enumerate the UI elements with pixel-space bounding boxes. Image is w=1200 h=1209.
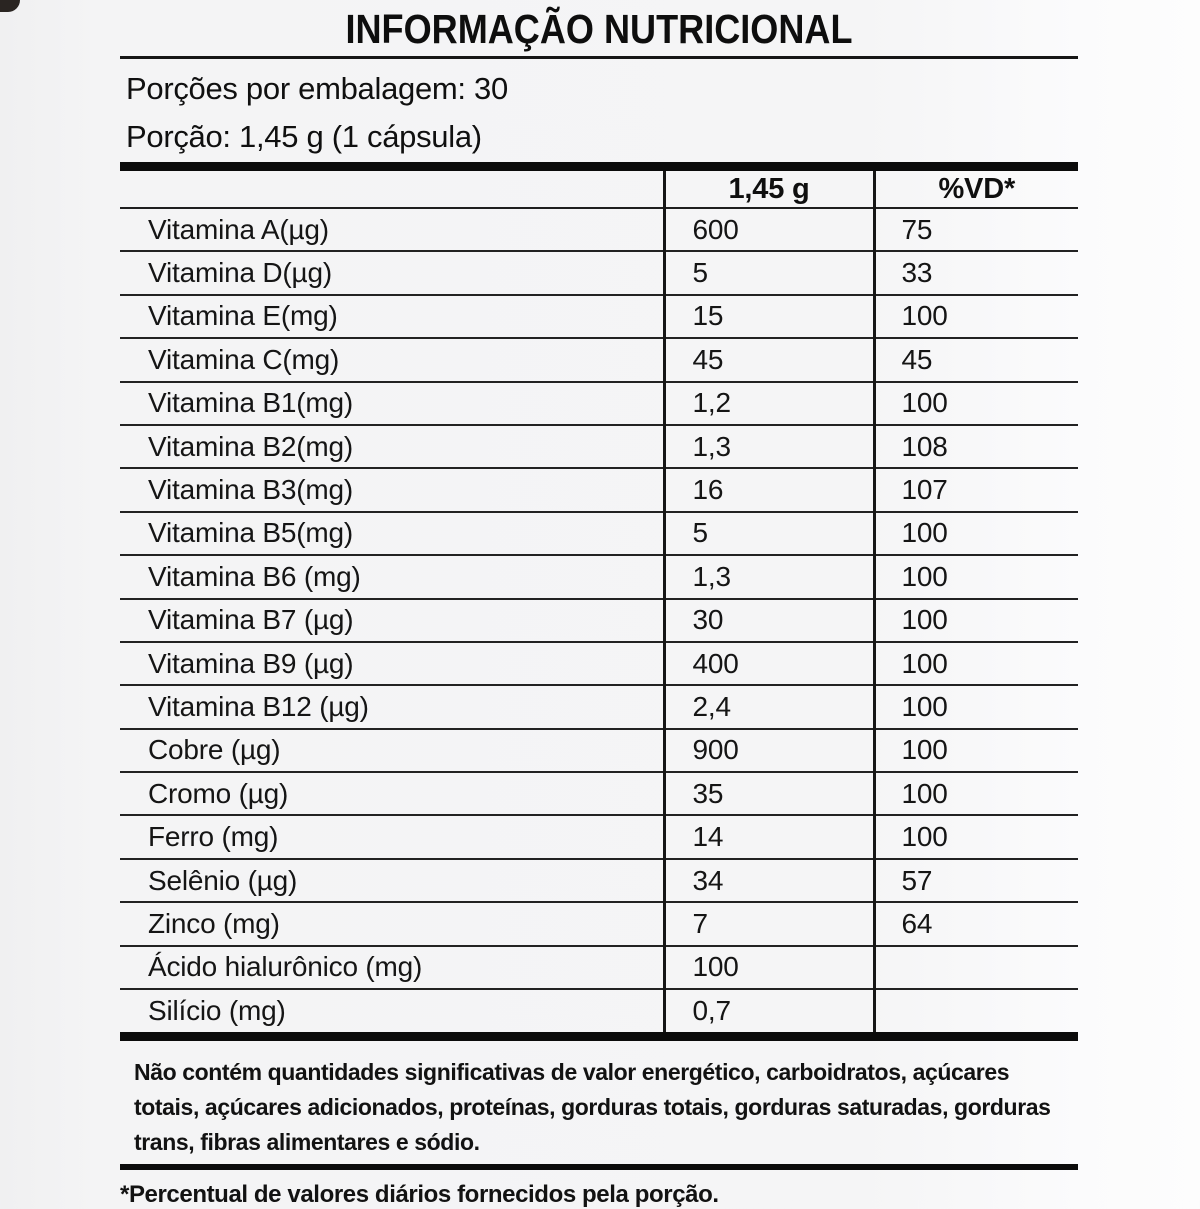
- table-row: [120, 425, 1078, 468]
- table-row: [120, 902, 1078, 945]
- table-row: [120, 772, 1078, 815]
- nutrition-label-title: INFORMAÇÃO NUTRICIONAL: [345, 6, 853, 52]
- nutrient-amount: 15: [664, 295, 874, 338]
- table-row: [120, 251, 1078, 294]
- footnote-line: trans, fibras alimentares e sódio.: [134, 1129, 480, 1156]
- nutrient-name: Zinco (mg): [120, 902, 664, 945]
- nutrient-amount: 0,7: [664, 989, 874, 1032]
- table-row: [120, 382, 1078, 425]
- nutrient-daily-value: [874, 989, 1078, 1032]
- table-top-bar: [120, 162, 1078, 171]
- nutrient-name: Cromo (µg): [120, 772, 664, 815]
- table-row: [120, 468, 1078, 511]
- table-row: [120, 946, 1078, 989]
- nutrient-daily-value: 100: [874, 295, 1078, 338]
- nutrient-amount: 900: [664, 729, 874, 772]
- header-row: [120, 171, 1078, 208]
- table-bottom-bar: [120, 1032, 1078, 1041]
- nutrient-amount: 14: [664, 815, 874, 858]
- nutrient-amount: 5: [664, 512, 874, 555]
- table-row: [120, 295, 1078, 338]
- nutrient-daily-value: 100: [874, 642, 1078, 685]
- nutrient-table-header: [120, 171, 1078, 208]
- table-row: [120, 555, 1078, 598]
- nutrient-amount: 7: [664, 902, 874, 945]
- nutrient-name: Vitamina E(mg): [120, 295, 664, 338]
- table-row: [120, 729, 1078, 772]
- nutrient-name: Vitamina B1(mg): [120, 382, 664, 425]
- table-row: [120, 599, 1078, 642]
- nutrient-daily-value: 45: [874, 338, 1078, 381]
- nutrient-daily-value: 64: [874, 902, 1078, 945]
- nutrient-name: Vitamina B5(mg): [120, 512, 664, 555]
- nutrient-amount: 5: [664, 251, 874, 294]
- nutrient-name: Ferro (mg): [120, 815, 664, 858]
- nutrient-amount: 35: [664, 772, 874, 815]
- nutrient-name: Vitamina B6 (mg): [120, 555, 664, 598]
- table-row: [120, 642, 1078, 685]
- nutrient-amount: 1,2: [664, 382, 874, 425]
- nutrient-daily-value: 75: [874, 208, 1078, 251]
- table-row: [120, 685, 1078, 728]
- nutrient-name: Vitamina B3(mg): [120, 468, 664, 511]
- serving-size: Porção: 1,45 g (1 cápsula): [126, 119, 482, 154]
- nutrient-name: Vitamina B2(mg): [120, 425, 664, 468]
- nutrient-daily-value: 100: [874, 685, 1078, 728]
- nutrient-amount: 2,4: [664, 685, 874, 728]
- nutrient-daily-value: 100: [874, 772, 1078, 815]
- nutrient-name: Silício (mg): [120, 989, 664, 1032]
- nutrient-amount: 16: [664, 468, 874, 511]
- footnote-divider-bar: [120, 1164, 1078, 1170]
- nutrient-amount: 600: [664, 208, 874, 251]
- nutrient-amount: 34: [664, 859, 874, 902]
- nutrient-daily-value: 100: [874, 815, 1078, 858]
- nutrient-amount: 45: [664, 338, 874, 381]
- nutrient-daily-value: 100: [874, 599, 1078, 642]
- nutrient-name: Vitamina D(µg): [120, 251, 664, 294]
- column-header-amount: 1,45 g: [664, 171, 874, 208]
- nutrient-name: Vitamina B12 (µg): [120, 685, 664, 728]
- nutrient-daily-value: 107: [874, 468, 1078, 511]
- nutrient-amount: 100: [664, 946, 874, 989]
- nutrient-daily-value: 100: [874, 382, 1078, 425]
- nutrient-daily-value: 57: [874, 859, 1078, 902]
- nutrient-amount: 30: [664, 599, 874, 642]
- title-divider-line: [120, 56, 1078, 59]
- servings-per-package: Porções por embalagem: 30: [126, 71, 508, 106]
- nutrient-name: Selênio (µg): [120, 859, 664, 902]
- nutrient-name: Vitamina A(µg): [148, 213, 329, 245]
- footnote-line: Não contém quantidades significativas de valor energético, carboidratos, açúcares: [134, 1059, 1010, 1086]
- nutrient-name: Vitamina B7 (µg): [120, 599, 664, 642]
- nutrient-daily-value: 108: [874, 425, 1078, 468]
- nutrient-daily-value: [874, 946, 1078, 989]
- nutrient-name: Vitamina C(mg): [120, 338, 664, 381]
- nutrient-table-body: [120, 208, 1078, 1032]
- footnote-line: totais, açúcares adicionados, proteínas, gorduras totais, gorduras saturadas, gorduras: [134, 1094, 1051, 1121]
- nutrition-label: [120, 0, 1078, 1209]
- nutrient-name: Ácido hialurônico (mg): [120, 946, 664, 989]
- table-row: [120, 338, 1078, 381]
- table-row: [120, 815, 1078, 858]
- column-header-empty: [120, 171, 664, 208]
- nutrient-table: [120, 171, 1078, 1032]
- nutrient-daily-value: 33: [874, 251, 1078, 294]
- daily-value-footnote: *Percentual de valores diários fornecidos pela porção.: [120, 1181, 719, 1209]
- nutrient-amount: 1,3: [664, 425, 874, 468]
- nutrient-daily-value: 100: [874, 512, 1078, 555]
- table-row: [120, 512, 1078, 555]
- nutrient-daily-value: 100: [874, 729, 1078, 772]
- nutrient-name: Cobre (µg): [120, 729, 664, 772]
- table-row: [120, 859, 1078, 902]
- nutrient-daily-value: 100: [874, 555, 1078, 598]
- photo-artifact-corner: [0, 0, 20, 12]
- nutrient-name: Vitamina B9 (µg): [120, 642, 664, 685]
- table-row: [120, 208, 1078, 251]
- column-header-daily-value: %VD*: [874, 171, 1078, 208]
- no-significant-amounts-text: [120, 1041, 1078, 1160]
- nutrient-amount: 1,3: [664, 555, 874, 598]
- table-row: [120, 989, 1078, 1032]
- nutrient-amount: 400: [664, 642, 874, 685]
